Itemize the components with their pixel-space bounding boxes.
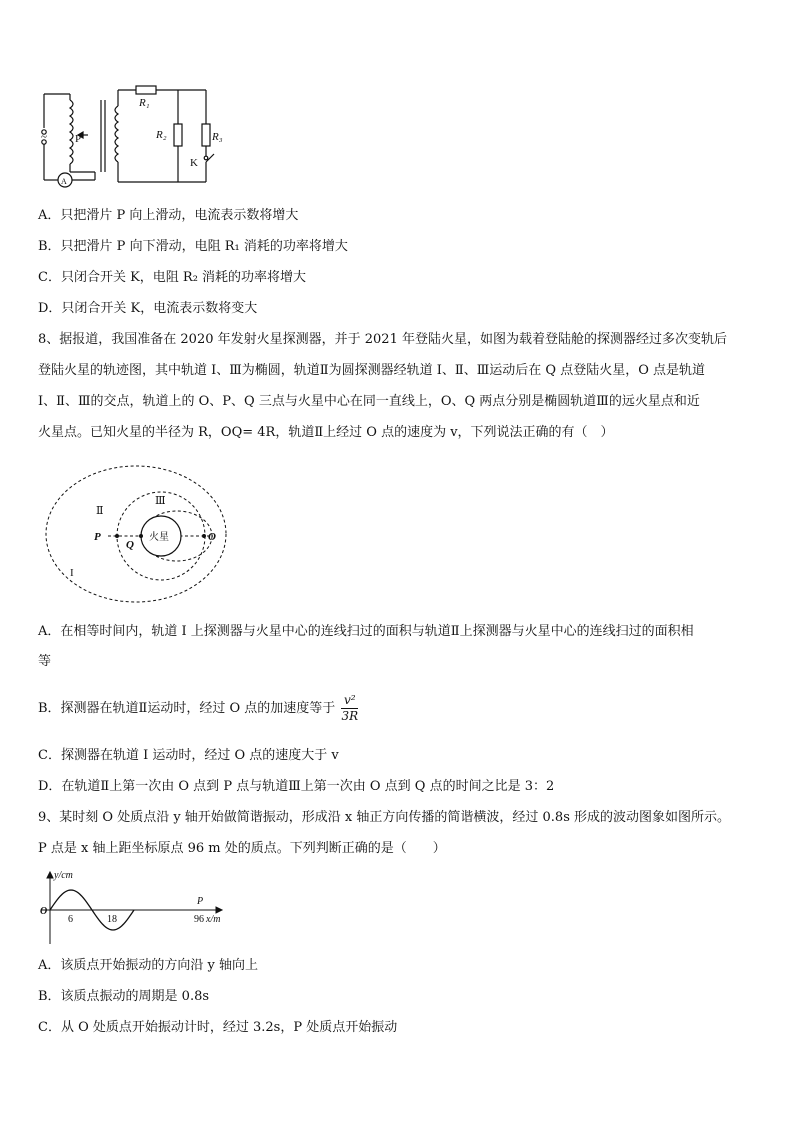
x-axis-arrow [216,907,222,913]
q7-option-d: D．只闭合开关 K，电流表示数将变大 [38,301,258,316]
resistor-r2 [174,124,182,146]
q8-option-d: D．在轨道Ⅱ上第一次由 O 点到 P 点与轨道Ⅲ上第一次由 O 点到 Q 点的时间之比是 3：2 [38,779,555,794]
resistor-r1 [136,86,156,94]
primary-coil [70,100,73,164]
q7-option-b: B．只把滑片 P 向下滑动，电阻 R₁ 消耗的功率将增大 [38,239,348,254]
origin-label: O [40,906,48,917]
point-p-label: P [197,896,204,907]
secondary-coil [115,106,118,162]
r3-label: R₃ [212,131,223,143]
orbit-i [46,466,226,602]
y-axis-arrow [47,872,53,878]
q9-option-a: A．该质点开始振动的方向沿 y 轴向上 [38,958,258,973]
q8-option-a-line-1: A．在相等时间内，轨道 I 上探测器与火星中心的连线扫过的面积与轨道Ⅱ上探测器与火星中心的连线扫过的面积相 [38,624,694,639]
fraction-denominator: 3R [341,709,359,723]
orbit-ii-label: Ⅱ [96,505,104,517]
q8-stem-line-1: 8、据报道，我国准备在 2020 年发射火星探测器，并于 2021 年登陆火星，如图为载着登陆舱的探测器经过多次变轨后 [38,332,727,347]
q8-option-a-line-2: 等 [38,654,52,669]
q8-stem-line-4: 火星点。已知火星的半径为 R，OQ= 4R，轨道Ⅱ上经过 O 点的速度为 v，下列说法正确的有（ ） [38,425,614,440]
q8-stem-line-2: 登陆火星的轨迹图，其中轨道 I、Ⅲ为椭圆，轨道Ⅱ为圆探测器经轨道 I、Ⅱ、Ⅲ运动后在 Q 点登陆火星，O 点是轨道 [38,363,705,378]
acceleration-fraction [341,693,358,724]
mars-label: 火星 [149,532,169,543]
wave-chart-svg [38,866,238,948]
resistor-r3 [202,124,210,146]
x-tick-18: 18 [107,914,117,925]
q9-option-b: B．该质点振动的周期是 0.8s [38,989,210,1004]
r2-label: R₂ [156,129,167,141]
slider-p-label: P [75,133,82,145]
transformer-circuit-figure [38,80,223,192]
fraction-numerator: v² [341,693,358,709]
q8-stem-line-3: I、Ⅱ、Ⅲ的交点，轨道上的 O、P、Q 三点与火星中心在同一直线上，O、Q 两点分别是椭圆轨道Ⅲ的远火星点和近 [38,394,700,409]
q8-option-b [38,692,358,726]
x-axis-label: x/m [206,914,221,925]
point-p [115,534,119,538]
q9-option-c: C．从 O 处质点开始振动计时，经过 3.2s，P 处质点开始振动 [38,1020,398,1035]
q-label: Q [126,539,134,551]
ammeter-label: A [61,177,67,186]
point-q [139,534,143,538]
r1-label: R₁ [139,97,150,109]
ac-source-label: ~ [41,131,47,143]
q8-option-b-text: B．探测器在轨道Ⅱ运动时，经过 O 点的加速度等于 [38,701,336,716]
q8-option-c: C．探测器在轨道 I 运动时，经过 O 点的速度大于 v [38,748,339,763]
circuit-diagram [38,80,223,192]
switch-k-label: K [190,157,198,169]
o-label: O [208,531,216,543]
orbit-i-label: I [70,567,74,579]
point-o [202,534,206,538]
x-tick-96: 96 [194,914,204,925]
q9-stem-line-1: 9、某时刻 O 处质点沿 y 轴开始做简谐振动，形成沿 x 轴正方向传播的简谐横波，经过 0.8s 形成的波动图象如图所示。 [38,810,731,825]
p-label: P [94,531,101,543]
wave-chart [38,866,238,948]
orbit-diagram [38,460,238,610]
orbit-figure [38,460,238,610]
y-axis-label: y/cm [54,870,73,881]
orbit-iii-label: Ⅲ [155,495,166,507]
q7-option-a: A．只把滑片 P 向上滑动，电流表示数将增大 [38,208,299,223]
q7-option-c: C．只闭合开关 K，电阻 R₂ 消耗的功率将增大 [38,270,307,285]
q9-stem-line-2: P 点是 x 轴上距坐标原点 96 m 处的质点。下列判断正确的是（ ） [38,841,446,856]
x-tick-6: 6 [68,914,73,925]
